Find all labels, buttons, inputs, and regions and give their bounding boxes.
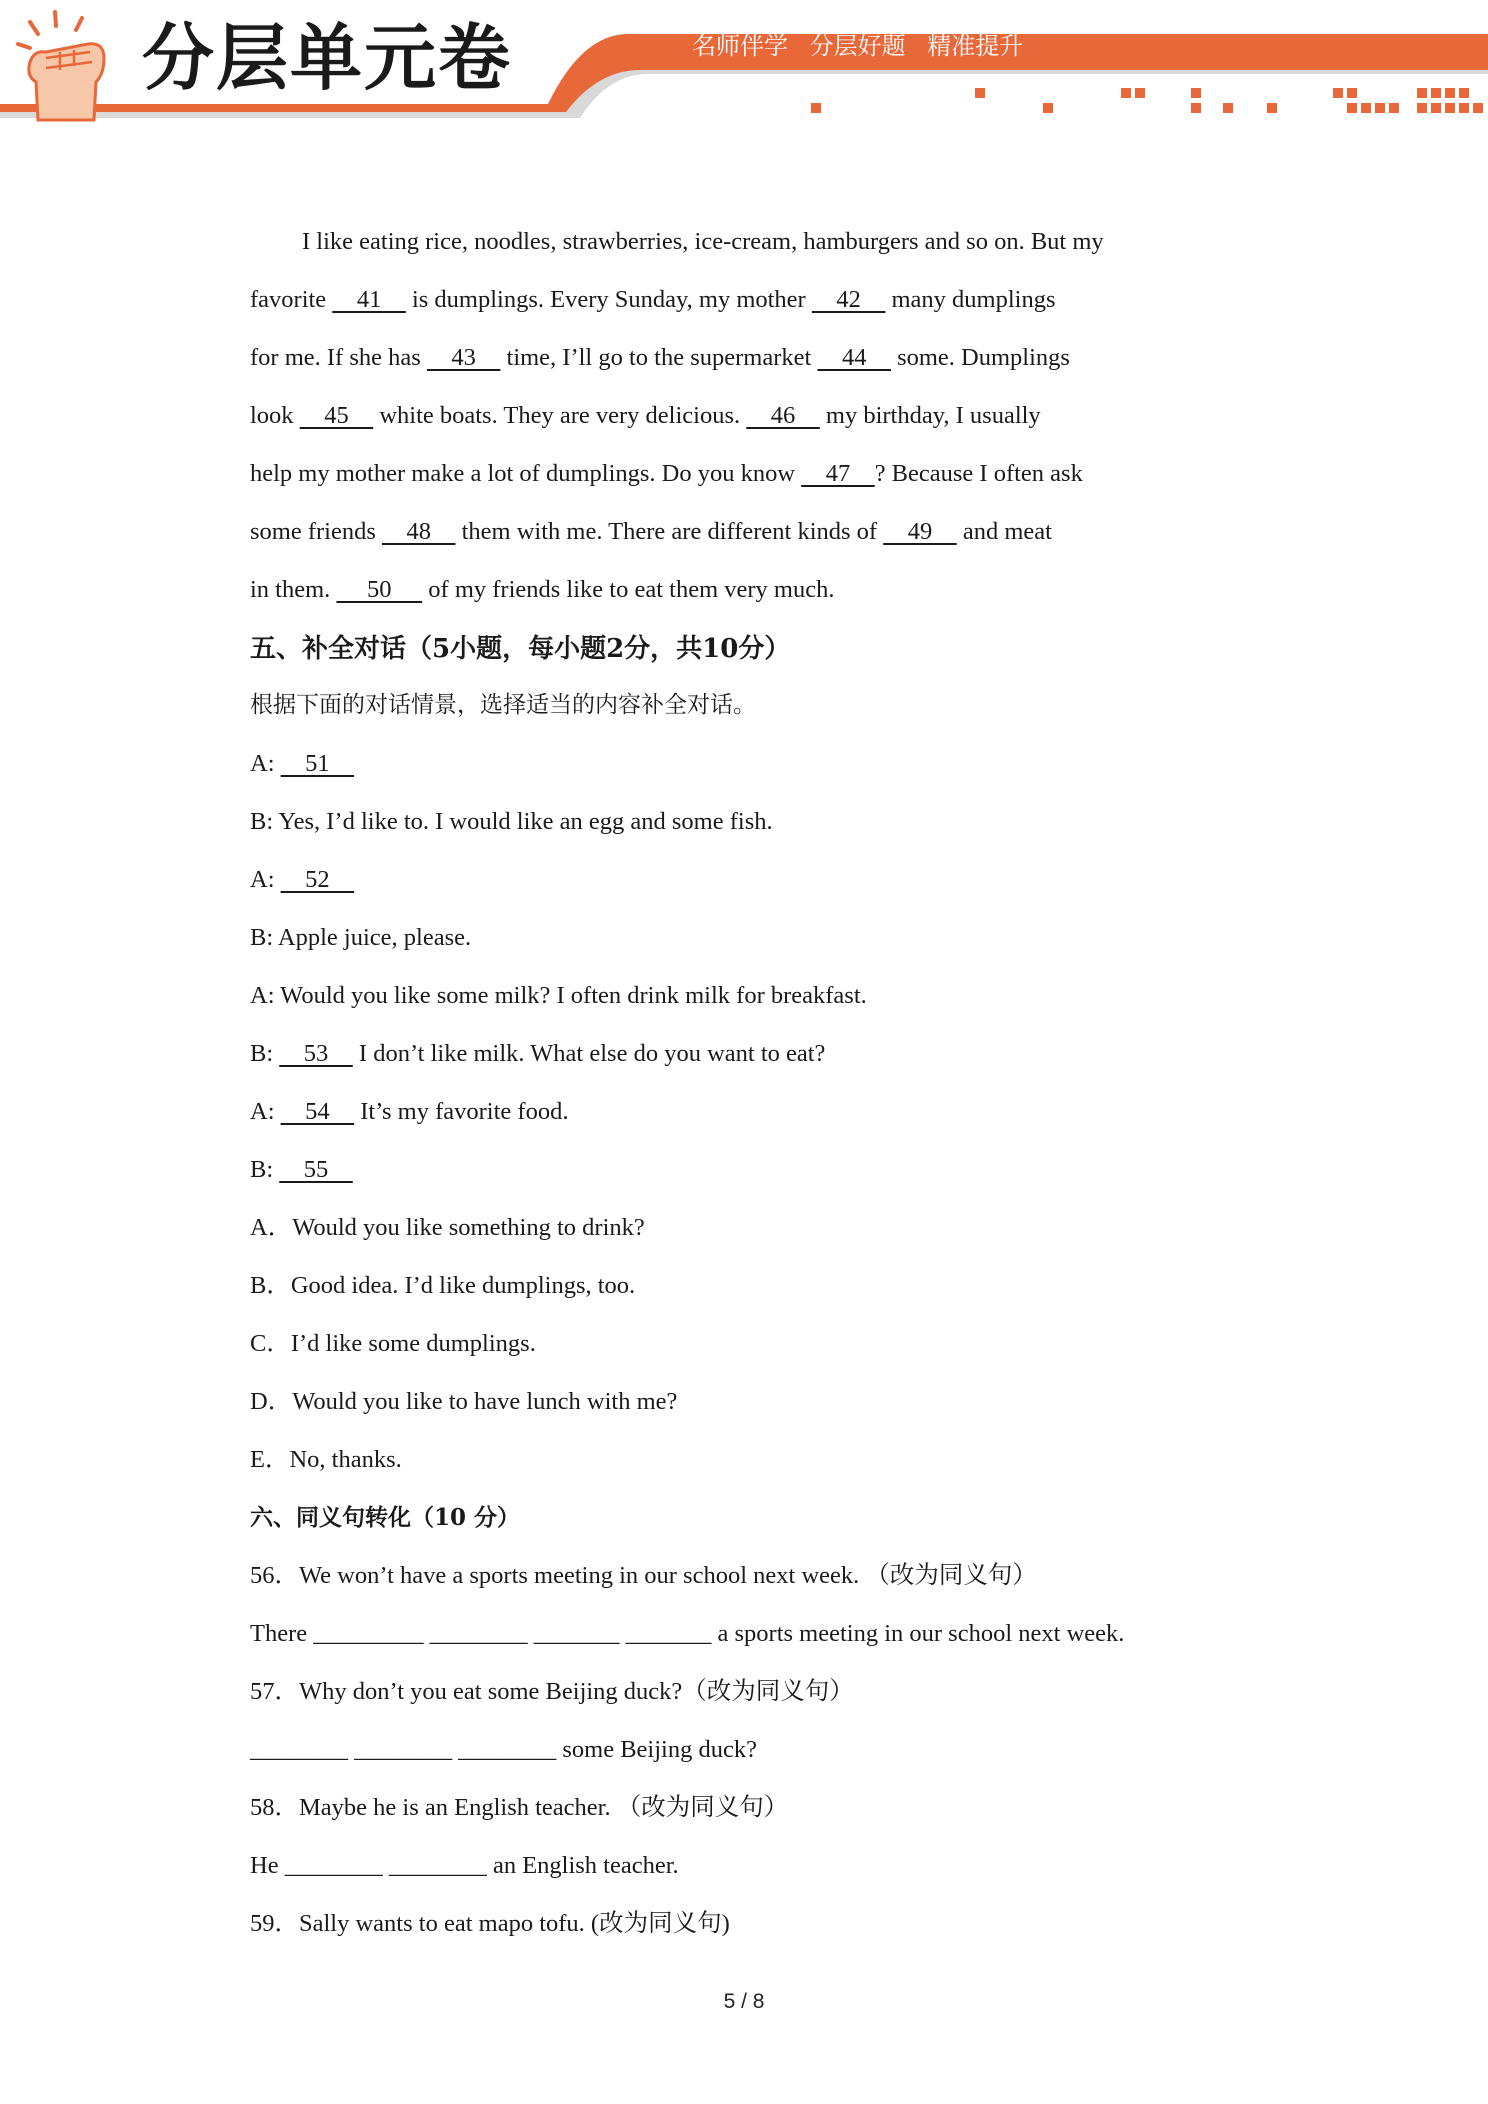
blank-51: 51: [280, 750, 355, 777]
blank-43: 43: [426, 344, 501, 371]
blank-54: 54: [280, 1098, 355, 1125]
blank-48: 48: [382, 518, 456, 545]
option-item: A．Would you like something to drink?: [250, 1214, 645, 1241]
option-item: B．Good idea. I’d like dumplings, too.: [250, 1272, 636, 1299]
passage-line: look 45 white boats. They are very delicious. 46 my birthday, I usually: [250, 402, 1041, 429]
dialogue-line: B: 55: [250, 1156, 353, 1183]
question-item: 59．Sally wants to eat mapo tofu. (改为同义句): [250, 1910, 730, 1937]
blank-53: 53: [279, 1040, 353, 1067]
option-item: E．No, thanks.: [250, 1446, 402, 1473]
section-instruction: 根据下面的对话情景，选择适当的内容补全对话。: [250, 692, 756, 718]
dialogue-line: A: Would you like some milk? I often drink milk for breakfast.: [250, 982, 867, 1009]
blank-45: 45: [299, 402, 374, 429]
passage-line: help my mother make a lot of dumplings. Do you know 47 ? Because I often ask: [250, 460, 1083, 487]
dialogue-line: A: 52: [250, 866, 355, 893]
blank-47: 47: [801, 460, 875, 487]
question-item: 56．We won’t have a sports meeting in our school next week. （改为同义句）: [250, 1562, 1037, 1589]
blank-50: 50: [336, 576, 423, 603]
dialogue-line: B: 53 I don’t like milk. What else do you want to eat?: [250, 1040, 826, 1067]
option-item: C．I’d like some dumplings.: [250, 1330, 536, 1357]
blank-41: 41: [332, 286, 406, 313]
dialogue-line: B: Apple juice, please.: [250, 924, 472, 951]
answer-line: He ________ ________ an English teacher.: [250, 1852, 679, 1879]
passage-line: I like eating rice, noodles, strawberries, ice-cream, hamburgers and so on. But my: [302, 228, 1104, 255]
blank-44: 44: [817, 344, 891, 371]
answer-line: There _________ ________ _______ _______ a sports meeting in our school next week.: [250, 1620, 1125, 1647]
dialogue-line: A: 51: [250, 750, 355, 777]
dialogue-line: B: Yes, I’d like to. I would like an egg and some fish.: [250, 808, 773, 835]
brand-slogan: 名师伴学 分层好题 精准提升: [692, 32, 1024, 60]
passage-line: favorite 41 is dumplings. Every Sunday, my mother 42 many dumplings: [250, 286, 1056, 313]
passage-line: some friends 48 them with me. There are different kinds of 49 and meat: [250, 518, 1052, 545]
blank-46: 46: [746, 402, 820, 429]
passage-line: in them. 50 of my friends like to eat them very much.: [250, 576, 835, 603]
fist-icon: [18, 12, 104, 120]
answer-line: ________ ________ ________ some Beijing duck?: [250, 1736, 757, 1763]
passage-line: for me. If she has 43 time, I’ll go to the supermarket 44 some. Dumplings: [250, 344, 1070, 371]
section-heading: 五、补全对话（5小题，每小题2分，共10分）: [250, 634, 791, 664]
brand-title: 分层单元卷: [142, 16, 513, 100]
blank-42: 42: [811, 286, 886, 313]
question-item: 58．Maybe he is an English teacher. （改为同义句）: [250, 1794, 789, 1821]
question-item: 57．Why don’t you eat some Beijing duck?（改为同义句）: [250, 1678, 854, 1705]
blank-55: 55: [279, 1156, 353, 1183]
blank-52: 52: [280, 866, 355, 893]
header-banner: [0, 0, 1488, 135]
section-heading: 六、同义句转化（10 分）: [250, 1504, 521, 1531]
option-item: D．Would you like to have lunch with me?: [250, 1388, 678, 1415]
dialogue-line: A: 54 It’s my favorite food.: [250, 1098, 569, 1125]
page-number: 5 / 8: [723, 1990, 765, 2013]
blank-49: 49: [883, 518, 957, 545]
